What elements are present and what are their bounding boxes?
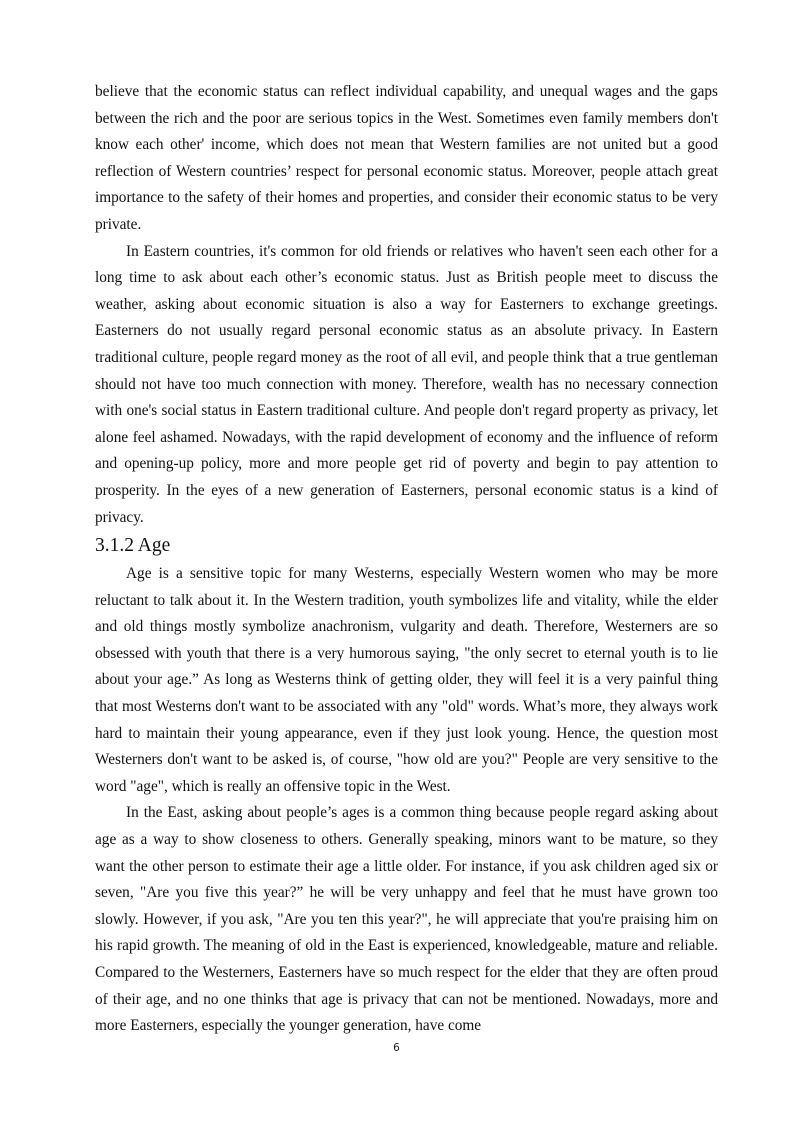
paragraph-age-east: In the East, asking about people’s ages is a common thing because people regard asking about age as a way to show closeness to others. Generally speaking, minors want to be mature, so they want the other person to estimate their age a little older. For instance, if you ask children aged six or seven, "Are you five this year?” he will be very unhappy and feel that he must have grown too slowly. However, if you ask, "Are you ten this year?", he will appreciate that you're praising him on his rapid growth. The meaning of old in the East is experienced, knowledgeable, mature and reliable. Compared to the Westerners, Easterners have so much respect for the elder that they are often proud of their age, and no one thinks that age is privacy that can not be mentioned. Nowadays, more and more Easterners, especially the younger generation, have come <box>95 804 718 1035</box>
section-heading-age: 3.1.2 Age <box>95 535 171 557</box>
paragraph-age-west: Age is a sensitive topic for many Westerns, especially Western women who may be more reluctant to talk about it. In the Western tradition, youth symbolizes life and vitality, while the elder and old things mostly symbolize anachronism, vulgarity and death. Therefore, Westerners are so obsessed with youth that there is a very humorous saying, "the only secret to eternal youth is to lie about your age.” As long as Westerns think of getting older, they will feel it is a very painful thing that most Westerns don't want to be associated with any "old" words. What’s more, they always work hard to maintain their young appearance, even if they just look young. Hence, the question most Westerners don't want to be asked is, of course, "how old are you?" People are very sensitive to the word "age", which is really an offensive topic in the West. <box>95 565 718 795</box>
page-body <box>95 79 718 1040</box>
paragraph-economic-status-east: In Eastern countries, it's common for old friends or relatives who haven't seen each other for a long time to ask about each other’s economic status. Just as British people meet to discuss the weather, asking about economic situation is also a way for Easterners to exchange greetings. Easterners do not usually regard personal economic status as an absolute privacy. In Eastern traditional culture, people regard money as the root of all evil, and people think that a true gentleman should not have too much connection with money. Therefore, wealth has no necessary connection with one's social status in Eastern traditional culture. And people don't regard property as privacy, let alone feel ashamed. Nowadays, with the rapid development of economy and the influence of reform and opening-up policy, more and more people get rid of poverty and begin to pay attention to prosperity. In the eyes of a new generation of Easterners, personal economic status is a kind of privacy. <box>95 242 718 526</box>
page-number: 6 <box>393 1042 400 1054</box>
paragraph-economic-status-west: believe that the economic status can reflect individual capability, and unequal wages and the gaps between the rich and the poor are serious topics in the West. Sometimes even family members don't know each other' income, which does not mean that Western families are not united but a good reflection of Western countries’ respect for personal economic status. Moreover, people attach great importance to the safety of their homes and properties, and consider their economic status to be very private. <box>95 83 718 233</box>
